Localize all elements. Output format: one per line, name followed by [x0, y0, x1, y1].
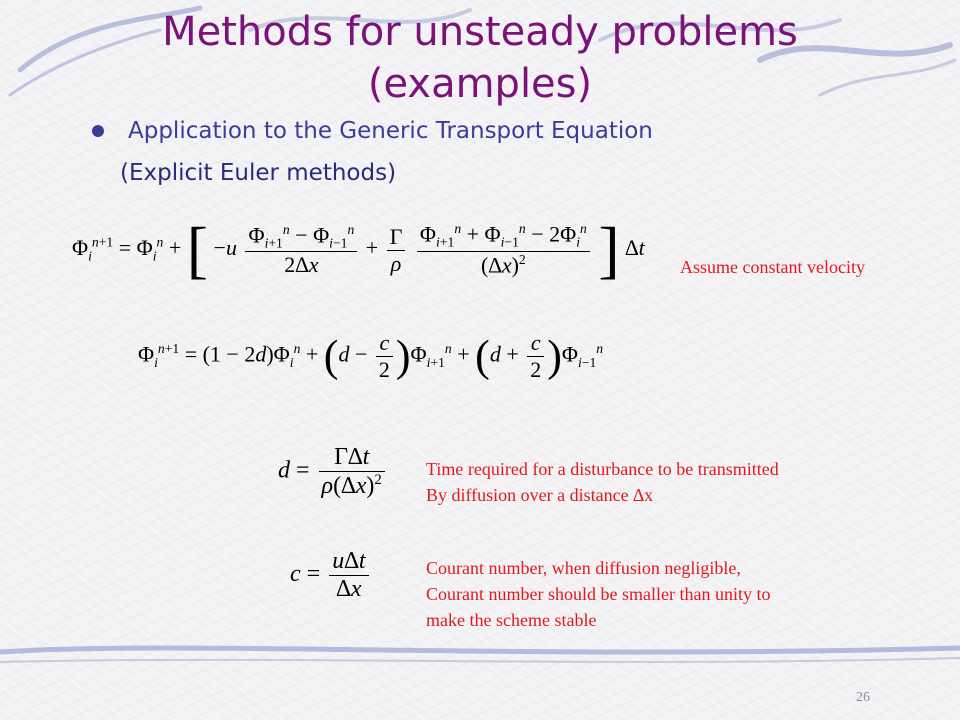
note-c-line-1: Courant number, when diffusion negligible,	[426, 558, 741, 578]
note-d-line-1: Time required for a disturbance to be transmitted	[426, 459, 779, 479]
title-line-2: (examples)	[367, 61, 593, 107]
title-line-1: Methods for unsteady problems	[162, 9, 798, 55]
note-d-line-2: By diffusion over a distance ∆x	[426, 485, 654, 505]
note-diffusion-time	[426, 456, 779, 508]
slide-title	[60, 6, 900, 110]
note-c-line-3: make the scheme stable	[426, 610, 597, 630]
bullet-item	[92, 118, 653, 144]
equation-explicit-euler: $\Phi_i^{n+1} = \Phi_i^n$ + [ −u $\frac{\Phi_{i+1}^n - \Phi_{i-1}^n}{2\Delta x}$ + $\frac{\Gamma}{\rho}$ $\frac{\Phi_{i+1}^n + \Phi_{i-1}^n - 2\Phi_i^n}{(\Delta x)^2}$ ] ∆t	[72, 214, 645, 285]
page-number: 26	[856, 690, 870, 705]
subtitle: (Explicit Euler methods)	[120, 160, 397, 186]
equation-c: c = $\frac{u\Delta t}{\Delta x}$	[290, 548, 372, 603]
equation-d: d = $\frac{\Gamma\Delta t}{\rho(\Delta x)^2}$	[278, 444, 388, 500]
note-constant-velocity: Assume constant velocity	[680, 257, 865, 277]
bullet-text: Application to the Generic Transport Equation	[128, 118, 653, 144]
bullet-icon	[92, 125, 104, 137]
note-c-line-2: Courant number should be smaller than unity to	[426, 584, 771, 604]
note-courant	[426, 555, 770, 633]
equation-rearranged: $\Phi_i^{n+1} = (1 - 2d)\Phi_i^n + (d$ − $\frac{c}{2}$ )$\Phi_{i+1}^n + (d$ + $\frac{c}{2}$ )$\Phi_{i-1}^n$	[138, 330, 604, 382]
